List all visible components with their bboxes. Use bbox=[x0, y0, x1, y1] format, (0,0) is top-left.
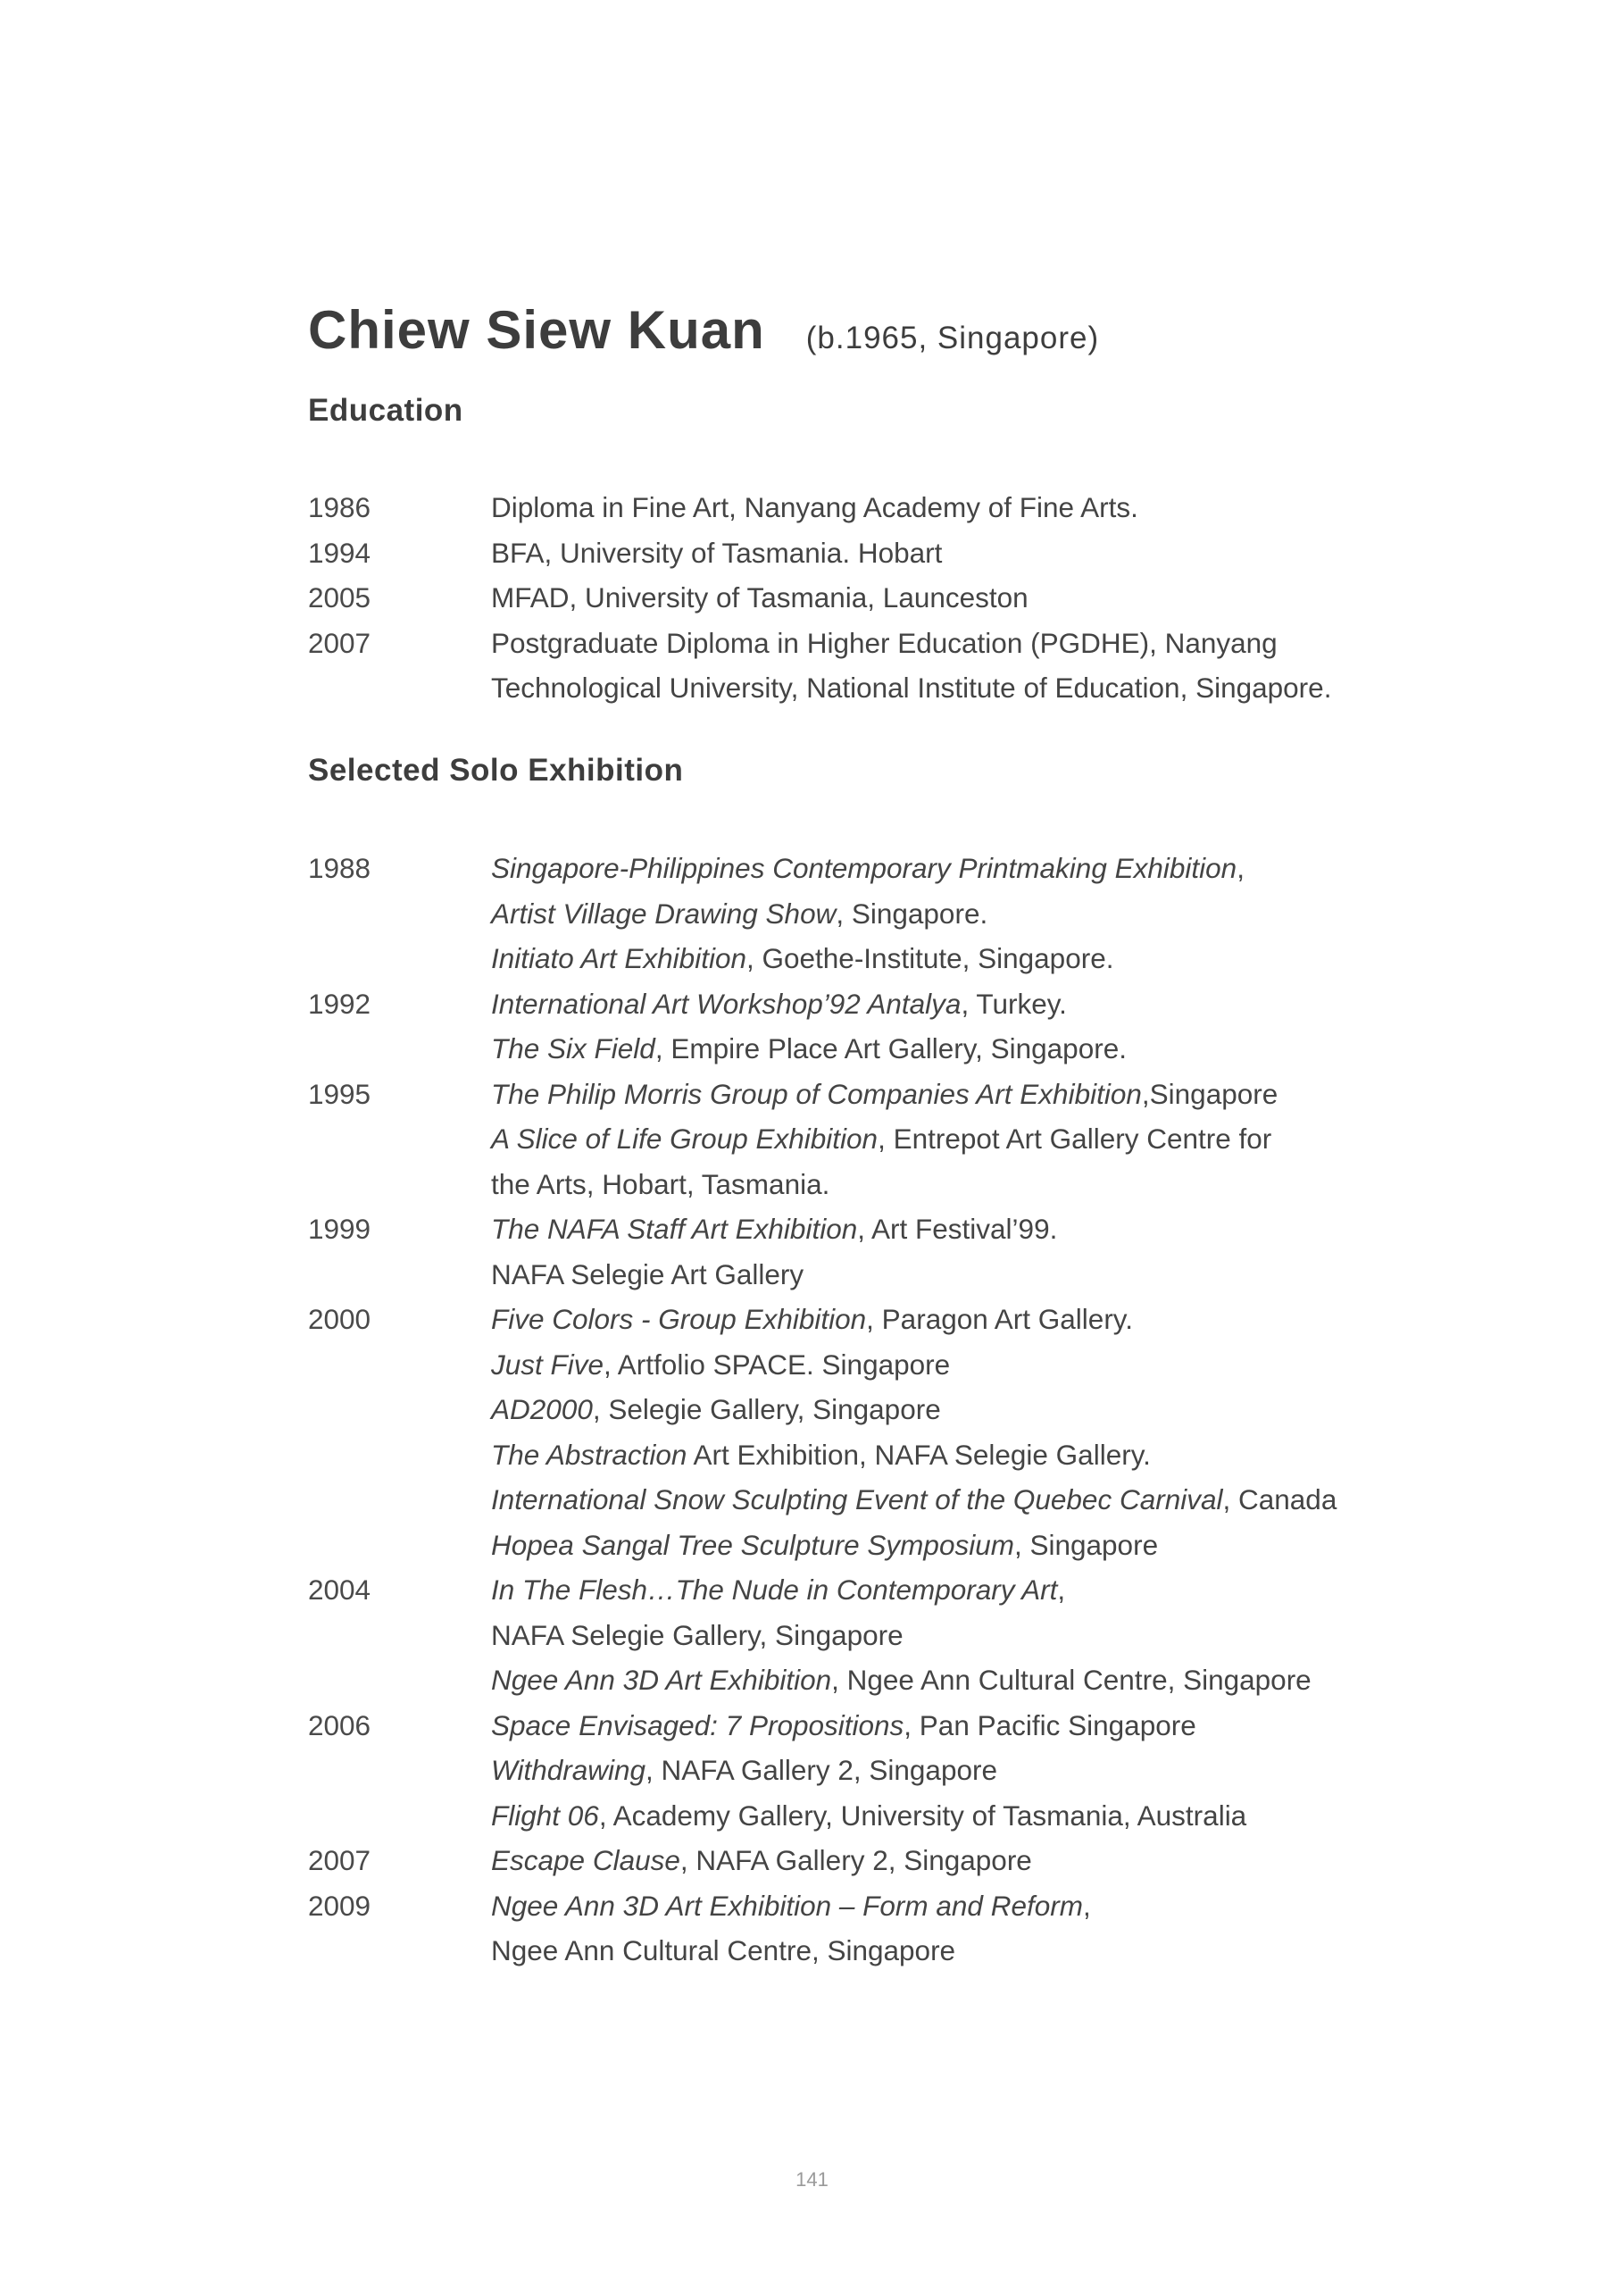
artist-name: Chiew Siew Kuan bbox=[308, 300, 765, 360]
entry-row bbox=[308, 1211, 1379, 1256]
exhibition-title: Space Envisaged: 7 Propositions bbox=[491, 1708, 904, 1741]
entry-year: 1994 bbox=[308, 536, 371, 569]
page-number: 141 bbox=[795, 2168, 829, 2191]
entry-text bbox=[491, 1933, 955, 1968]
entry-text bbox=[491, 1347, 950, 1382]
exhibition-title: AD2000 bbox=[491, 1393, 593, 1425]
entry-year: 2005 bbox=[308, 581, 371, 614]
entry-year: 1995 bbox=[308, 1077, 371, 1110]
entry-detail: Ngee Ann Cultural Centre, Singapore bbox=[491, 1934, 956, 1966]
entry-detail: , Empire Place Art Gallery, Singapore. bbox=[654, 1032, 1127, 1064]
entry-detail: , bbox=[1057, 1574, 1066, 1606]
entry-text bbox=[491, 1572, 1065, 1607]
entry-text bbox=[491, 1256, 804, 1292]
entry-detail: , Goethe-Institute, Singapore. bbox=[745, 942, 1114, 974]
exhibition-title: Initiato Art Exhibition bbox=[491, 942, 746, 974]
entry-year: 2000 bbox=[308, 1303, 371, 1335]
entry-row bbox=[308, 1617, 1379, 1663]
entry-detail: BFA, University of Tasmania. Hobart bbox=[491, 536, 943, 569]
entry-text bbox=[491, 1437, 1151, 1473]
entry-text bbox=[491, 1752, 997, 1788]
entry-detail: , Pan Pacific Singapore bbox=[904, 1708, 1196, 1741]
entry-detail: , Singapore bbox=[1013, 1528, 1159, 1561]
education-list bbox=[308, 489, 1379, 715]
entry-detail: Diploma in Fine Art, Nanyang Academy of Fine Arts. bbox=[491, 491, 1138, 523]
entry-row bbox=[308, 1662, 1379, 1707]
entry-detail: , NAFA Gallery 2, Singapore bbox=[645, 1754, 997, 1786]
exhibition-title: Escape Clause bbox=[491, 1844, 680, 1876]
entry-text bbox=[491, 1121, 1271, 1156]
entry-text bbox=[491, 1166, 829, 1202]
entry-text bbox=[491, 1527, 1158, 1563]
entry-row bbox=[308, 1888, 1379, 1933]
entry-year: 2007 bbox=[308, 1844, 371, 1876]
exhibition-title: Five Colors - Group Exhibition bbox=[491, 1303, 867, 1335]
entry-detail: , Paragon Art Gallery. bbox=[866, 1303, 1133, 1335]
artist-header bbox=[308, 299, 1099, 361]
entry-detail: Technological University, National Institute of Education, Singapore. bbox=[491, 672, 1332, 704]
entry-text bbox=[491, 535, 942, 571]
entry-detail: the Arts, Hobart, Tasmania. bbox=[491, 1167, 830, 1200]
entry-row bbox=[308, 1933, 1379, 1978]
entry-detail: Art Exhibition, NAFA Selegie Gallery. bbox=[687, 1438, 1151, 1471]
entry-text bbox=[491, 850, 1245, 886]
entry-text bbox=[491, 1662, 1312, 1698]
exhibition-title: Hopea Sangal Tree Sculpture Symposium bbox=[491, 1528, 1014, 1561]
entry-text bbox=[491, 625, 1278, 661]
exhibition-title: Just Five bbox=[491, 1348, 604, 1381]
entry-text bbox=[491, 1798, 1246, 1833]
entry-detail: , Singapore. bbox=[836, 897, 988, 930]
entry-text bbox=[491, 1707, 1196, 1743]
entry-row bbox=[308, 1482, 1379, 1527]
entry-row bbox=[308, 1798, 1379, 1843]
entry-text bbox=[491, 1391, 941, 1427]
entry-text bbox=[491, 1211, 1057, 1247]
entry-row bbox=[308, 850, 1379, 896]
entry-row bbox=[308, 1347, 1379, 1392]
entry-row bbox=[308, 489, 1379, 535]
exhibition-title: The Philip Morris Group of Companies Art Exhibition bbox=[491, 1077, 1142, 1110]
entry-text bbox=[491, 1842, 1032, 1878]
entry-row bbox=[308, 1121, 1379, 1166]
entry-text bbox=[491, 1482, 1337, 1517]
entry-detail: , bbox=[1237, 852, 1245, 884]
entry-row bbox=[308, 1752, 1379, 1798]
entry-detail: , Entrepot Art Gallery Centre for bbox=[878, 1123, 1272, 1155]
education-heading: Education bbox=[308, 393, 463, 428]
entry-text bbox=[491, 1888, 1091, 1924]
exhibition-title: The Six Field bbox=[491, 1032, 655, 1064]
entry-row bbox=[308, 1527, 1379, 1573]
solo-exhibition-heading: Selected Solo Exhibition bbox=[308, 753, 684, 788]
entry-text bbox=[491, 489, 1138, 525]
solo-exhibition-list bbox=[308, 850, 1379, 1978]
entry-row bbox=[308, 1572, 1379, 1617]
entry-detail: , NAFA Gallery 2, Singapore bbox=[679, 1844, 1032, 1876]
entry-year: 1986 bbox=[308, 491, 371, 523]
artist-birth: (b.1965, Singapore) bbox=[805, 321, 1100, 355]
entry-text bbox=[491, 986, 1067, 1022]
entry-year: 1999 bbox=[308, 1213, 371, 1245]
exhibition-title: The Abstraction bbox=[491, 1438, 687, 1471]
entry-detail: , bbox=[1082, 1889, 1091, 1922]
entry-text bbox=[491, 670, 1331, 705]
entry-row bbox=[308, 580, 1379, 625]
entry-row bbox=[308, 1166, 1379, 1212]
exhibition-title: Ngee Ann 3D Art Exhibition bbox=[491, 1664, 832, 1696]
entry-year: 2007 bbox=[308, 626, 371, 659]
exhibition-title: Withdrawing bbox=[491, 1754, 646, 1786]
exhibition-title: Singapore-Philippines Contemporary Printmaking Exhibition bbox=[491, 852, 1237, 884]
entry-text bbox=[491, 1301, 1133, 1337]
entry-row bbox=[308, 1301, 1379, 1347]
entry-detail: , Artfolio SPACE. Singapore bbox=[604, 1348, 951, 1381]
entry-detail: , Selegie Gallery, Singapore bbox=[592, 1393, 941, 1425]
entry-detail: , Academy Gallery, University of Tasmania, Australia bbox=[598, 1799, 1247, 1832]
entry-detail: , Canada bbox=[1222, 1483, 1337, 1515]
exhibition-title: Artist Village Drawing Show bbox=[491, 897, 837, 930]
entry-row bbox=[308, 986, 1379, 1031]
entry-year: 1992 bbox=[308, 987, 371, 1020]
entry-detail: , Turkey. bbox=[961, 987, 1067, 1020]
entry-row bbox=[308, 1707, 1379, 1753]
entry-text bbox=[491, 1076, 1278, 1112]
entry-year: 2006 bbox=[308, 1708, 371, 1741]
exhibition-title: Ngee Ann 3D Art Exhibition – Form and Reform bbox=[491, 1889, 1083, 1922]
exhibition-title: International Snow Sculpting Event of the Quebec Carnival bbox=[491, 1483, 1223, 1515]
entry-text bbox=[491, 940, 1113, 976]
exhibition-title: In The Flesh…The Nude in Contemporary Art bbox=[491, 1574, 1058, 1606]
entry-year: 2009 bbox=[308, 1889, 371, 1922]
entry-text bbox=[491, 1617, 904, 1653]
entry-row bbox=[308, 1076, 1379, 1122]
entry-text bbox=[491, 896, 987, 931]
entry-row bbox=[308, 1437, 1379, 1482]
entry-row bbox=[308, 1842, 1379, 1888]
entry-text bbox=[491, 1031, 1127, 1066]
exhibition-title: A Slice of Life Group Exhibition bbox=[491, 1123, 879, 1155]
entry-row bbox=[308, 896, 1379, 941]
entry-detail: ,Singapore bbox=[1141, 1077, 1278, 1110]
exhibition-title: Flight 06 bbox=[491, 1799, 599, 1832]
entry-detail: NAFA Selegie Gallery, Singapore bbox=[491, 1618, 904, 1651]
entry-year: 2004 bbox=[308, 1574, 371, 1606]
entry-detail: MFAD, University of Tasmania, Launceston bbox=[491, 581, 1029, 614]
exhibition-title: International Art Workshop’92 Antalya bbox=[491, 987, 962, 1020]
entry-row bbox=[308, 1256, 1379, 1302]
entry-row bbox=[308, 625, 1379, 671]
entry-row bbox=[308, 1031, 1379, 1076]
entry-text bbox=[491, 580, 1029, 615]
entry-year: 1988 bbox=[308, 852, 371, 884]
entry-row bbox=[308, 940, 1379, 986]
exhibition-title: The NAFA Staff Art Exhibition bbox=[491, 1213, 858, 1245]
entry-detail: Postgraduate Diploma in Higher Education (PGDHE), Nanyang bbox=[491, 626, 1278, 659]
entry-row bbox=[308, 1391, 1379, 1437]
entry-row bbox=[308, 670, 1379, 715]
entry-detail: , Art Festival’99. bbox=[857, 1213, 1058, 1245]
entry-detail: NAFA Selegie Art Gallery bbox=[491, 1257, 804, 1290]
entry-row bbox=[308, 535, 1379, 580]
entry-detail: , Ngee Ann Cultural Centre, Singapore bbox=[831, 1664, 1312, 1696]
